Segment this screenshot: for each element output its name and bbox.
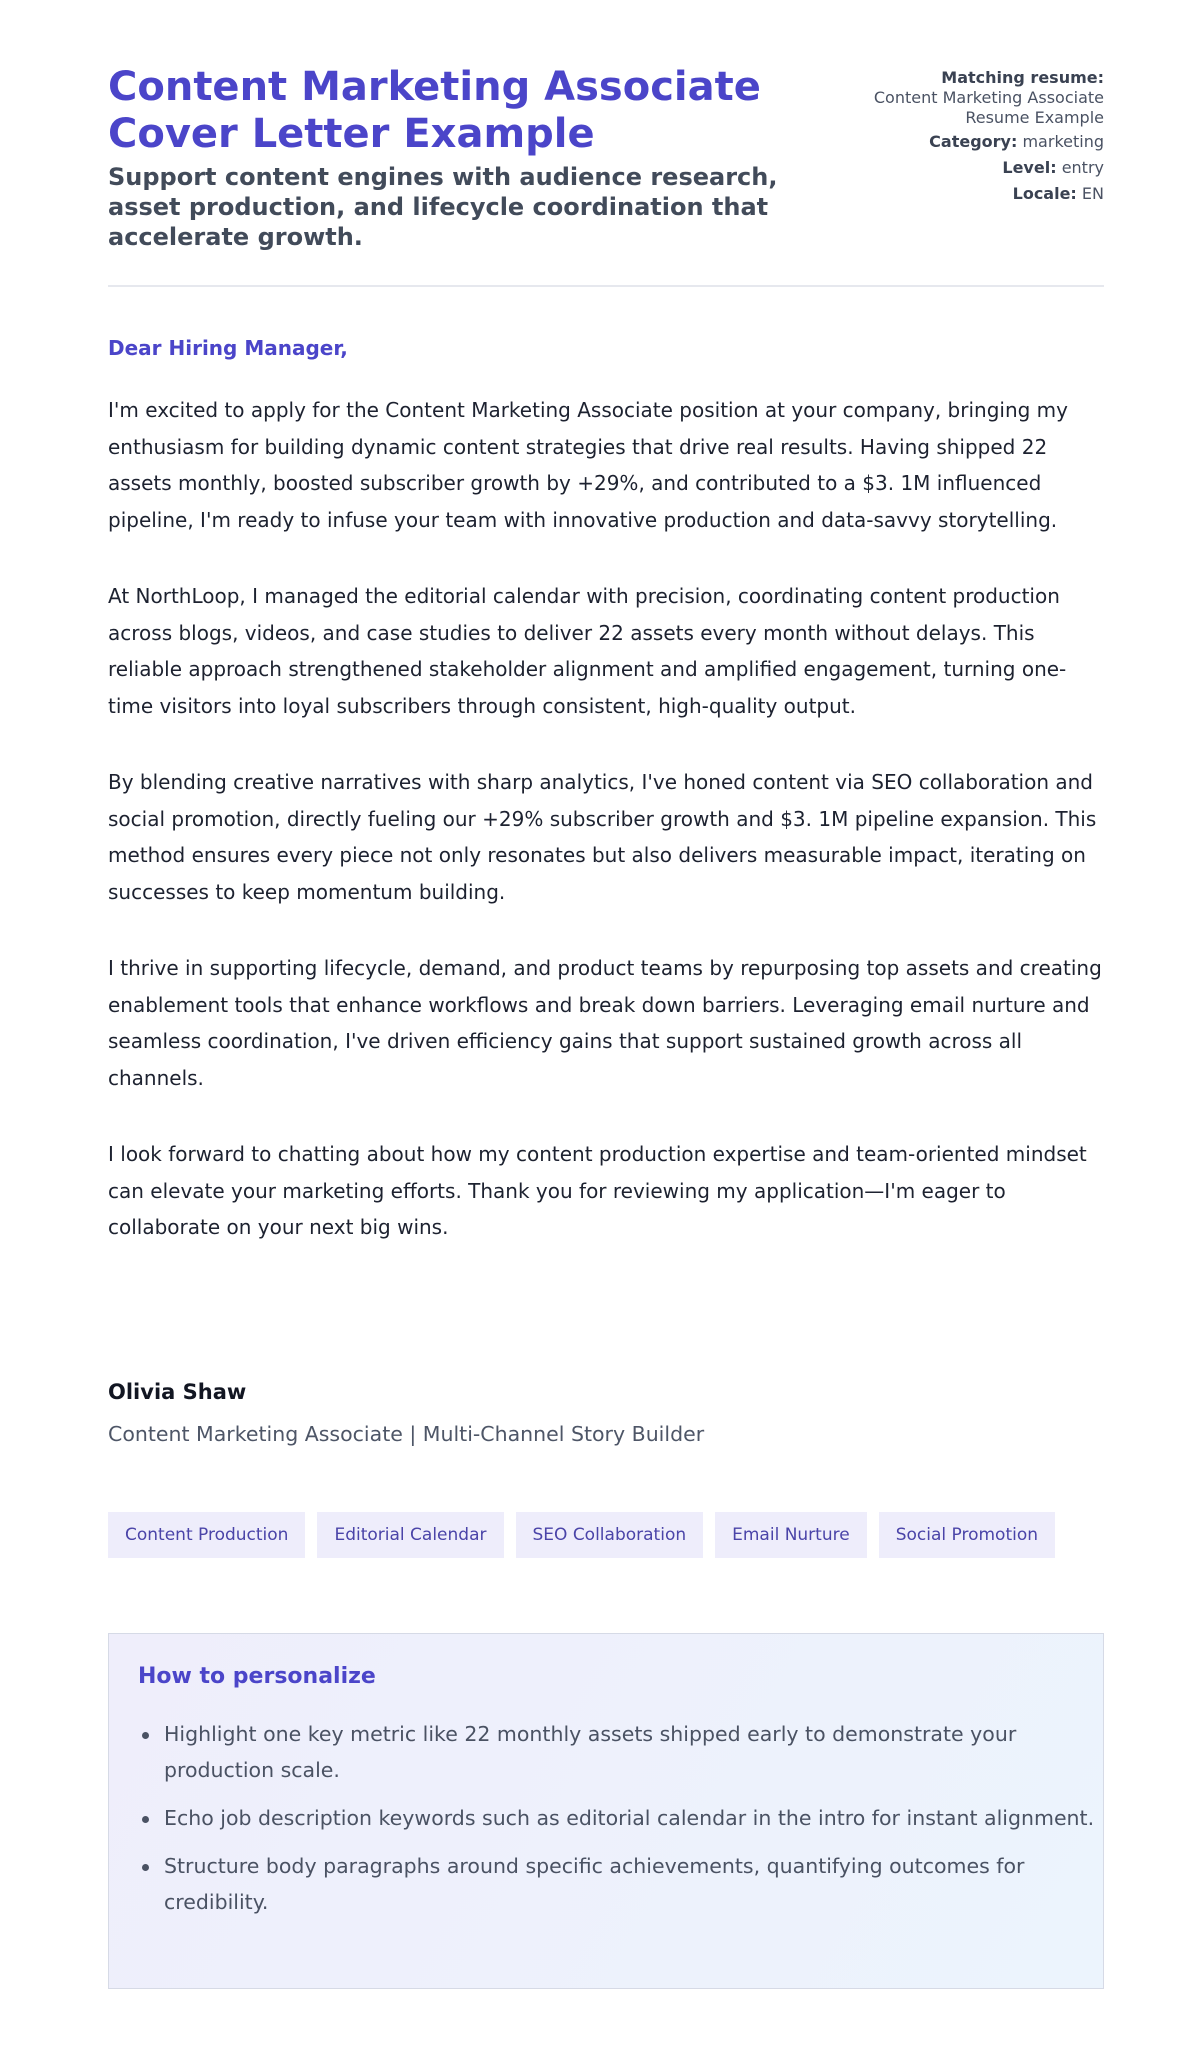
tag-editorial-calendar[interactable]: Editorial Calendar	[317, 1512, 503, 1558]
header-divider	[108, 285, 1104, 287]
tip-item: Echo job description keywords such as editorial calendar in the intro for instant alignment.	[164, 1800, 1104, 1836]
matching-resume-link[interactable]: Content Marketing Associate Resume Example	[873, 88, 1104, 127]
category-label: Category:	[929, 132, 1018, 151]
tip-item: Structure body paragraphs around specific achievements, quantifying outcomes for credibility.	[164, 1848, 1104, 1920]
personalize-tips-box	[108, 1633, 1104, 1989]
signature-title: Content Marketing Associate | Multi-Channel Story Builder	[108, 1422, 705, 1446]
meta-panel	[864, 68, 1104, 210]
letter-paragraph: I'm excited to apply for the Content Marketing Associate position at your company, bringing my enthusiasm for building dynamic content strategies that drive real results. Having shipped 22 assets monthly, boosted subscriber growth by +29%, and contributed to a $3. 1M influenced pipeline, I'm ready to infuse your team with innovative production and data-savvy storytelling.	[108, 398, 1068, 532]
letter-paragraph: At NorthLoop, I managed the editorial calendar with precision, coordinating content production across blogs, videos, and case studies to deliver 22 assets every month without delays. This reliable approach strengthened stakeholder alignment and amplified engagement, turning one-time visitors into loyal subscribers through consistent, high-quality output.	[108, 584, 1067, 718]
level-row	[864, 158, 1104, 178]
page-header	[108, 64, 1104, 252]
letter-paragraph: I thrive in supporting lifecycle, demand, and product teams by repurposing top assets and creating enablement tools that enhance workflows and break down barriers. Leveraging email nurture and seamless coordination, I've driven efficiency gains that support sustained growth across all channels.	[108, 956, 1102, 1090]
tag-content-production[interactable]: Content Production	[108, 1512, 305, 1558]
tip-item: Highlight one key metric like 22 monthly assets shipped early to demonstrate your production scale.	[164, 1716, 1104, 1788]
page-title: Content Marketing Associate Cover Letter Example	[108, 64, 761, 157]
title-block	[108, 64, 848, 252]
category-row	[864, 132, 1104, 152]
tips-heading: How to personalize	[138, 1664, 376, 1689]
letter-paragraph: I look forward to chatting about how my content production expertise and team-oriented mindset can elevate your marketing efforts. Thank you for reviewing my application—I'm eager to collaborate on your next big wins.	[108, 1142, 1087, 1239]
tag-email-nurture[interactable]: Email Nurture	[715, 1512, 867, 1558]
signature-name: Olivia Shaw	[108, 1380, 247, 1404]
category-value: marketing	[1022, 132, 1104, 151]
signature-block	[108, 1380, 704, 1446]
matching-resume-label: Matching resume:	[941, 68, 1104, 87]
tag-social-promotion[interactable]: Social Promotion	[879, 1512, 1055, 1558]
locale-row	[864, 184, 1104, 204]
level-label: Level:	[1002, 158, 1057, 177]
letter-paragraph: By blending creative narratives with sharp analytics, I've honed content via SEO collaboration and social promotion, directly fueling our +29% subscriber growth and $3. 1M pipeline expansion. This method ensures every piece not only resonates but also delivers measurable impact, iterating on successes to keep momentum building.	[108, 770, 1097, 904]
skill-tags	[108, 1512, 1055, 1558]
level-value: entry	[1061, 158, 1104, 177]
locale-label: Locale:	[1012, 184, 1077, 203]
page-subtitle: Support content engines with audience research, asset production, and lifecycle coordination that accelerate growth.	[108, 163, 778, 251]
letter-greeting: Dear Hiring Manager,	[108, 336, 348, 360]
letter-body	[108, 392, 1104, 1286]
locale-value: EN	[1081, 184, 1104, 203]
matching-resume	[864, 68, 1104, 128]
tag-seo-collaboration[interactable]: SEO Collaboration	[516, 1512, 704, 1558]
tips-list	[138, 1716, 1104, 1932]
